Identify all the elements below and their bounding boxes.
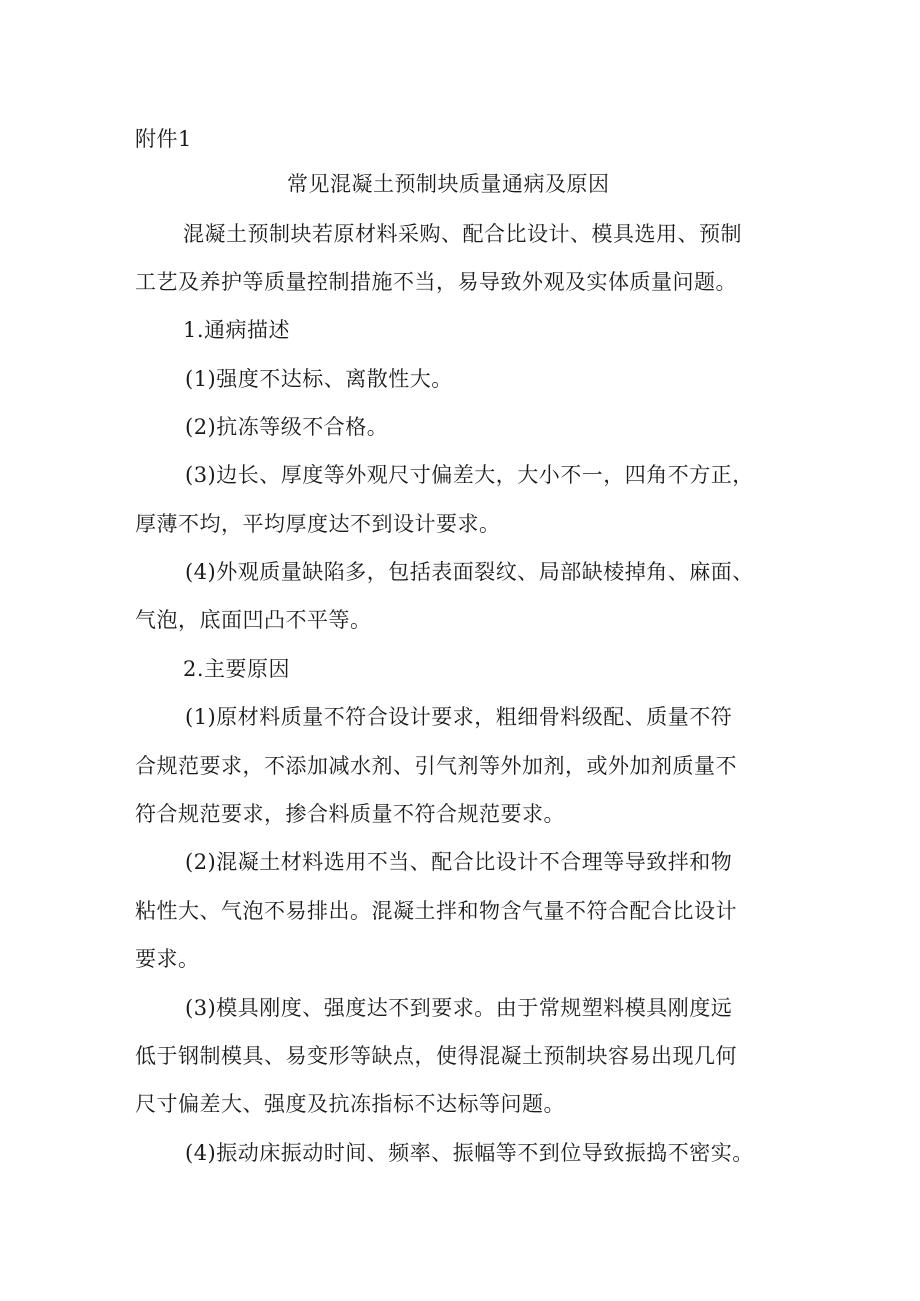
section2-item1-line1: (1)原材料质量不符合设计要求，粗细骨料级配、质量不符 xyxy=(185,705,733,729)
section2-item3-line2: 低于钢制模具、易变形等缺点，使得混凝土预制块容易出现几何 xyxy=(135,1044,737,1068)
section1-item3-line2: 厚薄不均，平均厚度达不到设计要求。 xyxy=(135,512,501,536)
section1-item1-line1: (1)强度不达标、离散性大。 xyxy=(185,367,453,391)
section1-item2-line1: (2)抗冻等级不合格。 xyxy=(185,415,389,439)
attachment-label: 附件1 xyxy=(135,127,192,151)
section2-item3-line1: (3)模具刚度、强度达不到要求。由于常规塑料模具刚度远 xyxy=(185,996,733,1020)
section2-item4-line1: (4)振动床振动时间、频率、振幅等不到位导致振捣不密实。 xyxy=(185,1141,754,1165)
section2-item2-line2: 粘性大、气泡不易排出。混凝土拌和物含气量不符合配合比设计 xyxy=(135,899,737,923)
section2-item1-line2: 合规范要求，不添加减水剂、引气剂等外加剂，或外加剂质量不 xyxy=(135,754,737,778)
section2-heading: 2.主要原因 xyxy=(183,657,291,681)
section2-item2-line1: (2)混凝土材料选用不当、配合比设计不合理等导致拌和物 xyxy=(185,850,733,874)
section1-item4-line2: 气泡，底面凹凸不平等。 xyxy=(135,608,372,632)
section2-item1-line3: 符合规范要求，掺合料质量不符合规范要求。 xyxy=(135,802,565,826)
section2-item2-line3: 要求。 xyxy=(135,947,200,971)
intro-line-2: 工艺及养护等质量控制措施不当，易导致外观及实体质量问题。 xyxy=(135,270,737,294)
document-title: 常见混凝土预制块质量通病及原因 xyxy=(287,172,610,196)
section2-item3-line3: 尺寸偏差大、强度及抗冻指标不达标等问题。 xyxy=(135,1092,565,1116)
intro-line-1: 混凝土预制块若原材料采购、配合比设计、模具选用、预制 xyxy=(183,222,742,246)
section1-item3-line1: (3)边长、厚度等外观尺寸偏差大，大小不一，四角不方正， xyxy=(185,463,754,487)
section1-item4-line1: (4)外观质量缺陷多，包括表面裂纹、局部缺棱掉角、麻面、 xyxy=(185,560,754,584)
section1-heading: 1.通病描述 xyxy=(183,318,291,342)
